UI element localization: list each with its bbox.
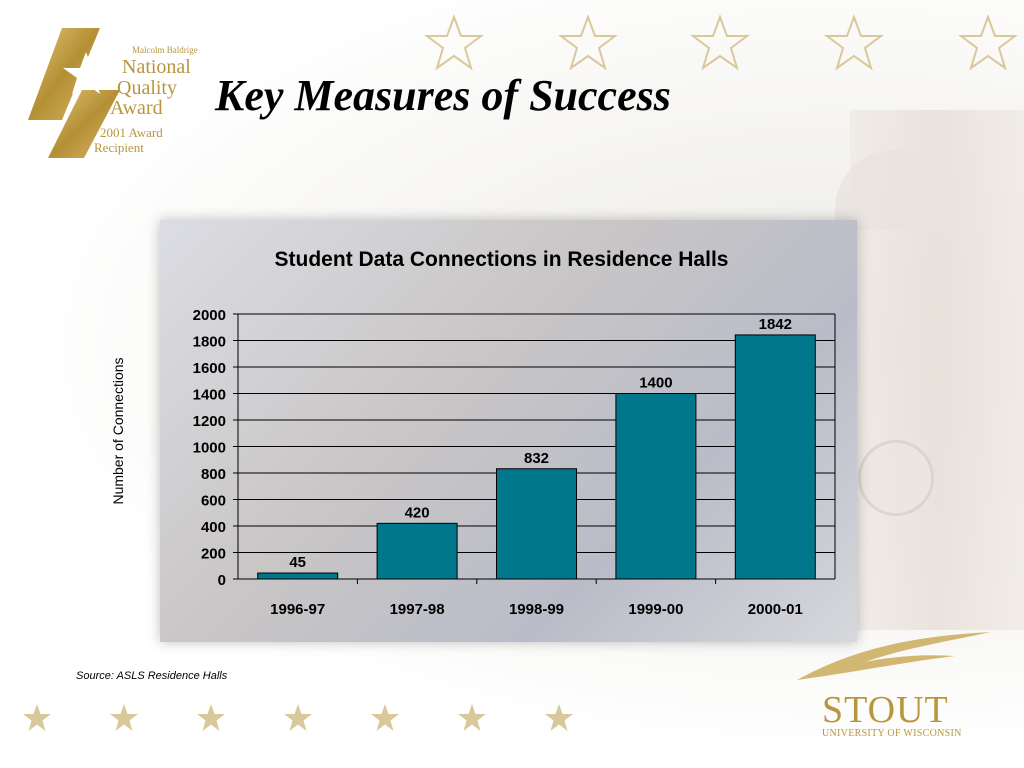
x-tick-label: 1998-99 bbox=[508, 601, 565, 618]
star-icon bbox=[109, 703, 139, 733]
award-line-6: Recipient bbox=[94, 140, 144, 155]
baldrige-award-logo bbox=[22, 20, 202, 165]
y-tick-label: 1400 bbox=[192, 386, 226, 404]
x-tick-label: 1996-97 bbox=[270, 601, 326, 618]
star-icon bbox=[558, 14, 618, 72]
star-icon bbox=[690, 14, 750, 72]
source-note: Source: ASLS Residence Halls bbox=[76, 670, 228, 682]
star-icon bbox=[370, 703, 400, 733]
bar bbox=[377, 523, 457, 579]
y-tick-label: 2000 bbox=[192, 307, 226, 324]
bar-data-label: 420 bbox=[404, 504, 430, 522]
y-tick-label: 800 bbox=[200, 466, 226, 483]
y-tick-label: 1600 bbox=[192, 360, 226, 377]
star-icon bbox=[196, 703, 226, 733]
x-tick-label: 1999-00 bbox=[628, 601, 684, 618]
y-tick-label: 200 bbox=[200, 545, 226, 563]
bar bbox=[735, 335, 815, 579]
y-tick-label: 0 bbox=[217, 572, 226, 589]
y-axis-label: Number of Connections bbox=[110, 357, 126, 505]
university-name: STOUT bbox=[822, 689, 949, 731]
y-tick-label: 1200 bbox=[192, 413, 226, 430]
chart-title: Student Data Connections in Residence Halls bbox=[274, 248, 729, 271]
bar-data-label: 1400 bbox=[639, 374, 673, 392]
bar-data-label: 45 bbox=[289, 554, 307, 572]
chart-area bbox=[160, 220, 857, 642]
y-tick-label: 400 bbox=[200, 519, 226, 536]
star-icon bbox=[22, 703, 52, 733]
y-tick-label: 1000 bbox=[192, 439, 226, 457]
star-icon bbox=[958, 14, 1018, 72]
star-icon bbox=[283, 703, 313, 733]
bar-data-label: 832 bbox=[523, 449, 550, 467]
university-subtitle: UNIVERSITY OF WISCONSIN bbox=[822, 728, 962, 739]
y-tick-label: 1800 bbox=[192, 333, 226, 351]
clock-face bbox=[858, 440, 934, 516]
star-icon bbox=[824, 14, 884, 72]
bar bbox=[258, 573, 338, 579]
slide-title: Key Measures of Success bbox=[215, 71, 671, 120]
x-tick-label: 1997-98 bbox=[389, 601, 445, 618]
y-tick-label: 600 bbox=[200, 492, 226, 510]
star-icon bbox=[457, 703, 487, 733]
award-line-2: National bbox=[122, 56, 191, 78]
star-icon bbox=[424, 14, 484, 72]
award-line-5: 2001 Award bbox=[100, 125, 163, 140]
award-line-1: Malcolm Baldrige bbox=[132, 45, 198, 55]
star-icon bbox=[544, 703, 574, 733]
x-tick-label: 2000-01 bbox=[747, 601, 803, 618]
bar bbox=[497, 469, 577, 579]
bar-data-label: 1842 bbox=[758, 315, 792, 333]
award-line-4: Award bbox=[110, 97, 163, 119]
award-line-3: Quality bbox=[117, 77, 177, 99]
bar bbox=[616, 394, 696, 580]
bar-chart bbox=[160, 220, 857, 642]
y-axis-label-container bbox=[78, 220, 158, 642]
